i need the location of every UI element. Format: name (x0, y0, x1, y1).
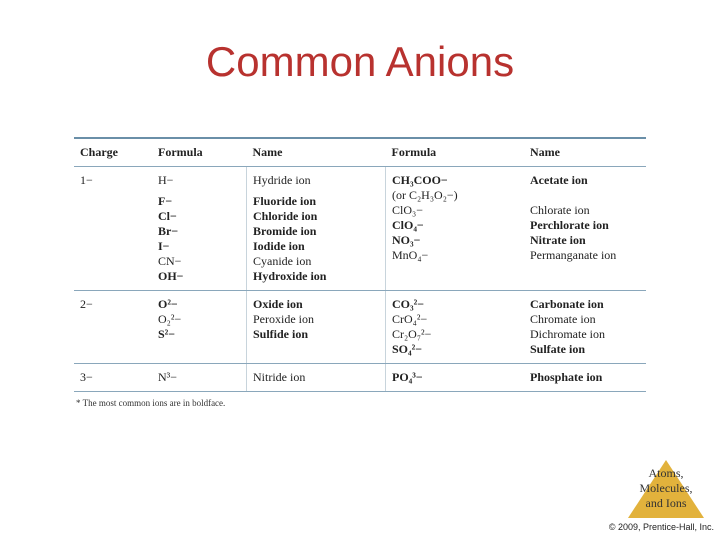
ion-formula: CN− (158, 254, 182, 268)
ion-name: Cyanide ion (253, 254, 312, 268)
formula-cell-right (386, 167, 525, 291)
header-formula-left: Formula (152, 139, 247, 167)
ion-name: Sulfide ion (253, 327, 309, 341)
header-formula-right: Formula (386, 139, 525, 167)
ion-formula: (or C₂H₃O₂−) (392, 188, 458, 202)
ion-name: Hydride ion (253, 173, 311, 187)
ion-name: Hydroxide ion (253, 269, 327, 283)
ion-formula: PO₄³− (392, 370, 423, 384)
name-cell-left (247, 167, 386, 291)
ion-formula: OH− (158, 269, 184, 283)
table-row (74, 167, 646, 291)
logo-text-line-1: Atoms, (648, 466, 684, 480)
copyright-notice: © 2009, Prentice-Hall, Inc. (608, 522, 714, 532)
header-name-left: Name (247, 139, 386, 167)
table-row (74, 291, 646, 364)
ion-name: Chlorate ion (530, 203, 590, 217)
ion-name: Oxide ion (253, 297, 303, 311)
ion-formula: O₂²− (158, 312, 182, 326)
ion-name: Peroxide ion (253, 312, 314, 326)
ion-formula: Cr₂O₇²− (392, 327, 432, 341)
charge-cell: 2− (74, 291, 152, 364)
ion-name: Chloride ion (253, 209, 318, 223)
ion-formula: I− (158, 239, 170, 253)
ion-name: Fluoride ion (253, 194, 317, 208)
formula-cell-left (152, 364, 247, 392)
formula-cell-left (152, 291, 247, 364)
ion-formula: ClO₃− (392, 203, 423, 217)
ion-name: Carbonate ion (530, 297, 604, 311)
ion-formula: CrO₄²− (392, 312, 428, 326)
ion-name: Iodide ion (253, 239, 305, 253)
ion-formula: H− (158, 173, 174, 187)
header-name-right: Name (524, 139, 646, 167)
ion-name: Nitrate ion (530, 233, 586, 247)
charge-cell: 3− (74, 364, 152, 392)
ion-formula: Cl− (158, 209, 177, 223)
ion-name: Bromide ion (253, 224, 317, 238)
ion-name: Chromate ion (530, 312, 596, 326)
ion-formula: ClO₄− (392, 218, 424, 232)
ion-name: Phosphate ion (530, 370, 603, 384)
ion-name (530, 188, 646, 203)
name-cell-left (247, 364, 386, 392)
ion-name: Acetate ion (530, 173, 588, 187)
formula-cell-right (386, 364, 525, 392)
header-charge: Charge (74, 139, 152, 167)
anions-table-container (74, 137, 646, 408)
ion-formula: O²− (158, 297, 178, 311)
name-cell-right (524, 291, 646, 364)
table-footnote: * The most common ions are in boldface. (76, 398, 226, 408)
ion-formula: SO₄²− (392, 342, 423, 356)
formula-cell-left (152, 167, 247, 291)
ion-name: Permanganate ion (530, 248, 617, 262)
formula-cell-right (386, 291, 525, 364)
ion-name: Sulfate ion (530, 342, 586, 356)
name-cell-right (524, 167, 646, 291)
page-title: Common Anions (205, 38, 515, 85)
ion-formula: Br− (158, 224, 179, 238)
ion-formula: MnO₄− (392, 248, 429, 262)
ion-name: Dichromate ion (530, 327, 605, 341)
charge-cell: 1− (74, 167, 152, 291)
name-cell-right (524, 364, 646, 392)
ion-formula: CH₃COO− (392, 173, 448, 187)
ion-formula: CO₃²− (392, 297, 425, 311)
logo-text-line-2: Molecules, (639, 481, 693, 495)
table-header-row (74, 139, 646, 167)
anions-table (74, 139, 646, 392)
ion-formula: S²− (158, 327, 176, 341)
ion-formula: NO₃− (392, 233, 421, 247)
ion-name: Perchlorate ion (530, 218, 609, 232)
ion-formula: N³− (158, 370, 178, 384)
chapter-logo (626, 460, 706, 520)
ion-name: Nitride ion (253, 370, 306, 384)
ion-formula: F− (158, 194, 173, 208)
name-cell-left (247, 291, 386, 364)
logo-text-line-3: and Ions (645, 496, 687, 510)
table-row (74, 364, 646, 392)
table-body (74, 167, 646, 392)
